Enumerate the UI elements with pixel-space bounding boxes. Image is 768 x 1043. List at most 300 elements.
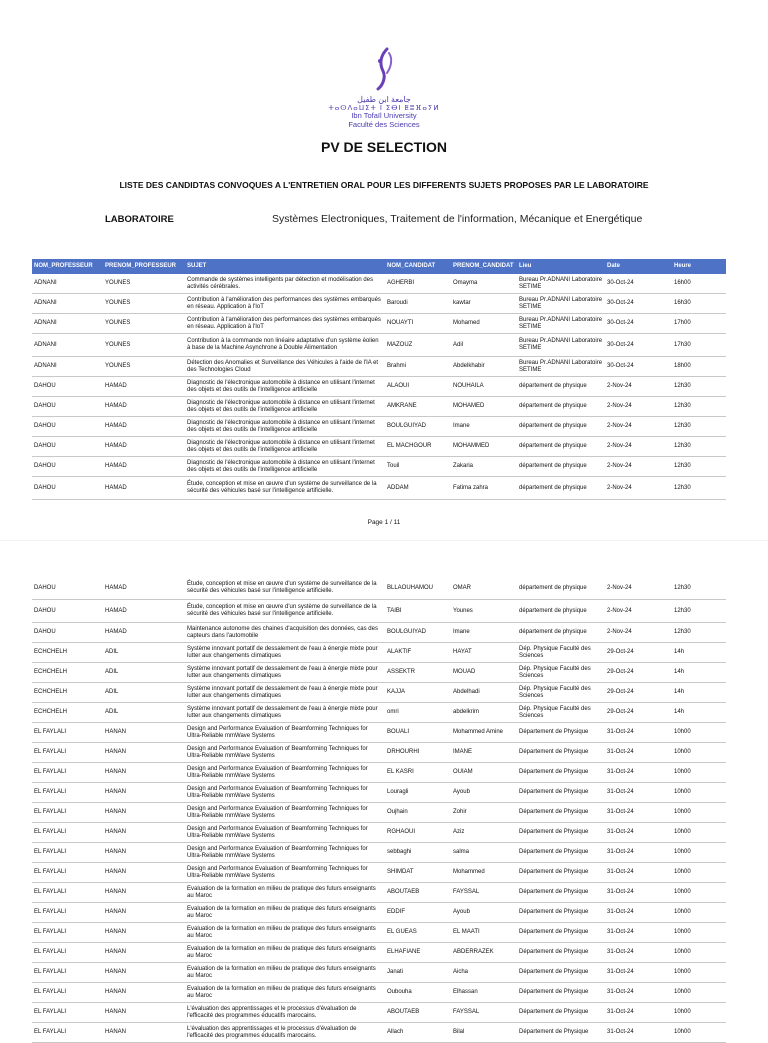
laboratory-label: LABORATOIRE bbox=[105, 214, 174, 225]
cell-date: 31-Oct-24 bbox=[605, 923, 672, 943]
cell-prenom-professeur: HANAN bbox=[103, 743, 185, 763]
cell-heure: 10h00 bbox=[672, 903, 726, 923]
cell-nom-professeur: DAHOU bbox=[32, 623, 103, 643]
cell-nom-candidat: Oubouha bbox=[385, 983, 451, 1003]
cell-nom-professeur: EL FAYLALI bbox=[32, 943, 103, 963]
table-header-row bbox=[32, 259, 726, 274]
cell-nom-candidat: ABOUTAEB bbox=[385, 1003, 451, 1023]
cell-heure: 18h00 bbox=[672, 357, 726, 377]
cell-sujet: Design and Performance Evaluation of Beamforming Techniques for Ultra-Reliable mmWave Systems bbox=[185, 763, 385, 783]
cell-prenom-professeur: HAMAD bbox=[103, 600, 185, 623]
cell-nom-candidat: ALAOUI bbox=[385, 377, 451, 397]
cell-lieu: Département de Physique bbox=[517, 723, 605, 743]
cell-prenom-candidat: EL MAATI bbox=[451, 923, 517, 943]
cell-nom-professeur: ECHCHELH bbox=[32, 663, 103, 683]
cell-nom-candidat: ELHAFIANE bbox=[385, 943, 451, 963]
cell-prenom-professeur: HANAN bbox=[103, 843, 185, 863]
cell-prenom-professeur: YOUNES bbox=[103, 274, 185, 294]
cell-lieu: Dép. Physique Faculté des Sciences bbox=[517, 683, 605, 703]
cell-heure: 14h bbox=[672, 643, 726, 663]
cell-heure: 17h30 bbox=[672, 334, 726, 357]
cell-nom-candidat: Baroudi bbox=[385, 294, 451, 314]
cell-nom-professeur: DAHOU bbox=[32, 600, 103, 623]
cell-nom-professeur: ADNANI bbox=[32, 314, 103, 334]
cell-nom-candidat: SHIMDAT bbox=[385, 863, 451, 883]
table-row bbox=[32, 1023, 726, 1043]
cell-nom-candidat: RGHAOUI bbox=[385, 823, 451, 843]
cell-prenom-professeur: YOUNES bbox=[103, 334, 185, 357]
cell-sujet: Evaluation de la formation en milieu de pratique des futurs enseignants au Maroc bbox=[185, 963, 385, 983]
cell-prenom-professeur: YOUNES bbox=[103, 357, 185, 377]
table-row bbox=[32, 903, 726, 923]
cell-sujet: Contribution à l'amélioration des performances des systèmes embarqués en réseau. Application à l'IoT bbox=[185, 294, 385, 314]
cell-lieu: Dép. Physique Faculté des Sciences bbox=[517, 643, 605, 663]
table-row bbox=[32, 377, 726, 397]
cell-date: 2-Nov-24 bbox=[605, 417, 672, 437]
cell-nom-candidat: BOULGUIYAD bbox=[385, 417, 451, 437]
cell-date: 31-Oct-24 bbox=[605, 1023, 672, 1043]
cell-heure: 14h bbox=[672, 663, 726, 683]
cell-heure: 12h30 bbox=[672, 397, 726, 417]
table-row bbox=[32, 663, 726, 683]
cell-date: 31-Oct-24 bbox=[605, 903, 672, 923]
cell-nom-professeur: ECHCHELH bbox=[32, 683, 103, 703]
page-number: Page 1 / 11 bbox=[367, 519, 401, 526]
cell-date: 31-Oct-24 bbox=[605, 863, 672, 883]
cell-prenom-professeur: ADIL bbox=[103, 643, 185, 663]
cell-heure: 10h00 bbox=[672, 763, 726, 783]
cell-sujet: Evaluation de la formation en milieu de pratique des futurs enseignants au Maroc bbox=[185, 903, 385, 923]
cell-date: 31-Oct-24 bbox=[605, 803, 672, 823]
cell-prenom-professeur: ADIL bbox=[103, 683, 185, 703]
table-row bbox=[32, 703, 726, 723]
cell-sujet: Design and Performance Evaluation of Beamforming Techniques for Ultra-Reliable mmWave Systems bbox=[185, 783, 385, 803]
cell-date: 29-Oct-24 bbox=[605, 663, 672, 683]
cell-nom-professeur: DAHOU bbox=[32, 477, 103, 500]
column-header: PRENOM_PROFESSEUR bbox=[103, 259, 185, 274]
table-row bbox=[32, 983, 726, 1003]
page-separator bbox=[0, 540, 768, 541]
cell-lieu: Département de Physique bbox=[517, 743, 605, 763]
table-row bbox=[32, 1003, 726, 1023]
cell-sujet: Maintenance autonome des chaines d'acquisition des données, cas des capteurs dans l'automobile bbox=[185, 623, 385, 643]
cell-sujet: Design and Performance Evaluation of Beamforming Techniques for Ultra-Reliable mmWave Systems bbox=[185, 863, 385, 883]
cell-lieu: Département de Physique bbox=[517, 903, 605, 923]
cell-prenom-professeur: HANAN bbox=[103, 983, 185, 1003]
cell-nom-professeur: EL FAYLALI bbox=[32, 743, 103, 763]
cell-nom-candidat: ABOUTAEB bbox=[385, 883, 451, 903]
table-row bbox=[32, 943, 726, 963]
cell-prenom-candidat: NOUHAILA bbox=[451, 377, 517, 397]
table-row bbox=[32, 577, 726, 600]
cell-prenom-candidat: Abdelkhabir bbox=[451, 357, 517, 377]
cell-sujet: Diagnostic de l'électronique automobile à distance en utilisant l'internet des objets et des outils de l'intelligence artificielle bbox=[185, 377, 385, 397]
cell-nom-candidat: BOUALI bbox=[385, 723, 451, 743]
cell-lieu: département de physique bbox=[517, 417, 605, 437]
cell-nom-candidat: MAZOUZ bbox=[385, 334, 451, 357]
cell-sujet: Système innovant portatif de dessalement de l'eau à énergie mixte pour lutter aux changements climatiques bbox=[185, 643, 385, 663]
cell-lieu: Bureau Pr.ADNANI Laboratoire SETIME bbox=[517, 334, 605, 357]
table-row bbox=[32, 683, 726, 703]
cell-nom-candidat: DRHOURHI bbox=[385, 743, 451, 763]
cell-lieu: Bureau Pr.ADNANI Laboratoire SETIME bbox=[517, 314, 605, 334]
cell-date: 31-Oct-24 bbox=[605, 983, 672, 1003]
cell-prenom-candidat: Fatima zahra bbox=[451, 477, 517, 500]
cell-sujet: Système innovant portatif de dessalement de l'eau à énergie mixte pour lutter aux changements climatiques bbox=[185, 663, 385, 683]
table-row bbox=[32, 823, 726, 843]
cell-nom-candidat: Louragli bbox=[385, 783, 451, 803]
cell-date: 29-Oct-24 bbox=[605, 683, 672, 703]
cell-nom-professeur: DAHOU bbox=[32, 377, 103, 397]
table-row bbox=[32, 743, 726, 763]
cell-nom-candidat: omri bbox=[385, 703, 451, 723]
table-row bbox=[32, 963, 726, 983]
cell-sujet: Design and Performance Evaluation of Beamforming Techniques for Ultra-Reliable mmWave Systems bbox=[185, 803, 385, 823]
cell-prenom-professeur: HANAN bbox=[103, 943, 185, 963]
cell-prenom-candidat: FAYSSAL bbox=[451, 1003, 517, 1023]
table-row bbox=[32, 843, 726, 863]
cell-date: 30-Oct-24 bbox=[605, 294, 672, 314]
table-row bbox=[32, 357, 726, 377]
cell-nom-professeur: EL FAYLALI bbox=[32, 863, 103, 883]
cell-nom-professeur: EL FAYLALI bbox=[32, 823, 103, 843]
cell-prenom-candidat: Elhassan bbox=[451, 983, 517, 1003]
table-row bbox=[32, 274, 726, 294]
cell-sujet: Design and Performance Evaluation of Beamforming Techniques for Ultra-Reliable mmWave Systems bbox=[185, 723, 385, 743]
cell-nom-professeur: ADNANI bbox=[32, 294, 103, 314]
column-header: Date bbox=[605, 259, 672, 274]
cell-prenom-candidat: OUIAM bbox=[451, 763, 517, 783]
cell-lieu: département de physique bbox=[517, 437, 605, 457]
cell-nom-candidat: EL KASRI bbox=[385, 763, 451, 783]
cell-lieu: Département de Physique bbox=[517, 983, 605, 1003]
table-row bbox=[32, 397, 726, 417]
cell-heure: 10h00 bbox=[672, 743, 726, 763]
cell-prenom-professeur: YOUNES bbox=[103, 294, 185, 314]
column-header: Heure bbox=[672, 259, 726, 274]
cell-date: 2-Nov-24 bbox=[605, 623, 672, 643]
cell-nom-professeur: DAHOU bbox=[32, 417, 103, 437]
cell-nom-candidat: TAIBI bbox=[385, 600, 451, 623]
cell-date: 31-Oct-24 bbox=[605, 1003, 672, 1023]
cell-prenom-professeur: HAMAD bbox=[103, 623, 185, 643]
cell-prenom-candidat: Imane bbox=[451, 623, 517, 643]
table-row bbox=[32, 783, 726, 803]
cell-date: 31-Oct-24 bbox=[605, 883, 672, 903]
cell-heure: 10h00 bbox=[672, 923, 726, 943]
cell-sujet: Contribution à l'amélioration des performances des systèmes embarqués en réseau. Application à l'IoT bbox=[185, 314, 385, 334]
cell-lieu: département de physique bbox=[517, 623, 605, 643]
cell-prenom-professeur: HANAN bbox=[103, 1003, 185, 1023]
table-row bbox=[32, 600, 726, 623]
cell-nom-candidat: AMKRANE bbox=[385, 397, 451, 417]
cell-nom-candidat: NOUAYTI bbox=[385, 314, 451, 334]
cell-lieu: Département de Physique bbox=[517, 1003, 605, 1023]
cell-sujet: Evaluation de la formation en milieu de pratique des futurs enseignants au Maroc bbox=[185, 883, 385, 903]
cell-nom-candidat: ALAKTIF bbox=[385, 643, 451, 663]
cell-date: 2-Nov-24 bbox=[605, 437, 672, 457]
cell-nom-candidat: Janati bbox=[385, 963, 451, 983]
cell-nom-candidat: BOULGUIYAD bbox=[385, 623, 451, 643]
cell-prenom-professeur: HANAN bbox=[103, 823, 185, 843]
cell-prenom-candidat: Abdelhadi bbox=[451, 683, 517, 703]
cell-lieu: Département de Physique bbox=[517, 823, 605, 843]
cell-prenom-professeur: ADIL bbox=[103, 703, 185, 723]
cell-lieu: Bureau Pr.ADNANI Laboratoire SETIME bbox=[517, 294, 605, 314]
cell-sujet: Étude, conception et mise en œuvre d'un système de surveillance de la sécurité des véhicules basé sur l'intelligence artificielle. bbox=[185, 477, 385, 500]
cell-prenom-candidat: Mohamed bbox=[451, 314, 517, 334]
column-header: SUJET bbox=[185, 259, 385, 274]
cell-prenom-candidat: Zohir bbox=[451, 803, 517, 823]
cell-heure: 10h00 bbox=[672, 983, 726, 1003]
table-row bbox=[32, 883, 726, 903]
cell-prenom-candidat: Adil bbox=[451, 334, 517, 357]
cell-prenom-professeur: HANAN bbox=[103, 763, 185, 783]
table-row bbox=[32, 763, 726, 783]
cell-sujet: Evaluation de la formation en milieu de pratique des futurs enseignants au Maroc bbox=[185, 983, 385, 1003]
cell-lieu: Dép. Physique Faculté des Sciences bbox=[517, 663, 605, 683]
cell-heure: 12h30 bbox=[672, 457, 726, 477]
column-header: NOM_PROFESSEUR bbox=[32, 259, 103, 274]
cell-prenom-professeur: HAMAD bbox=[103, 377, 185, 397]
cell-heure: 14h bbox=[672, 683, 726, 703]
cell-nom-professeur: EL FAYLALI bbox=[32, 783, 103, 803]
table-row bbox=[32, 643, 726, 663]
table-row bbox=[32, 723, 726, 743]
cell-lieu: Bureau Pr.ADNANI Laboratoire SETIME bbox=[517, 357, 605, 377]
page-subtitle: LISTE DES CANDIDTAS CONVOQUES A L'ENTRETIEN ORAL POUR LES DIFFERENTS SUJETS PROPOSES PAR LE LABORATOIRE bbox=[119, 180, 649, 190]
cell-sujet: Evaluation de la formation en milieu de pratique des futurs enseignants au Maroc bbox=[185, 943, 385, 963]
cell-prenom-candidat: salma bbox=[451, 843, 517, 863]
cell-sujet: L'évaluation des apprentissages et le processus d'évaluation de l'efficacité des programmes éducatifs marocains. bbox=[185, 1023, 385, 1043]
cell-heure: 10h00 bbox=[672, 723, 726, 743]
cell-prenom-candidat: MOHAMED bbox=[451, 397, 517, 417]
cell-lieu: département de physique bbox=[517, 397, 605, 417]
table-row bbox=[32, 294, 726, 314]
table-row bbox=[32, 923, 726, 943]
cell-lieu: Département de Physique bbox=[517, 843, 605, 863]
cell-prenom-candidat: Omayma bbox=[451, 274, 517, 294]
cell-prenom-candidat: abdelkrim bbox=[451, 703, 517, 723]
cell-nom-candidat: EDDIF bbox=[385, 903, 451, 923]
table-row bbox=[32, 437, 726, 457]
cell-prenom-professeur: HANAN bbox=[103, 883, 185, 903]
cell-nom-candidat: ADDAM bbox=[385, 477, 451, 500]
cell-sujet: Système innovant portatif de dessalement de l'eau à énergie mixte pour lutter aux changements climatiques bbox=[185, 703, 385, 723]
table-row bbox=[32, 457, 726, 477]
cell-lieu: département de physique bbox=[517, 577, 605, 600]
cell-nom-professeur: DAHOU bbox=[32, 437, 103, 457]
cell-sujet: Design and Performance Evaluation of Beamforming Techniques for Ultra-Reliable mmWave Systems bbox=[185, 743, 385, 763]
cell-nom-professeur: ADNANI bbox=[32, 334, 103, 357]
cell-lieu: Dép. Physique Faculté des Sciences bbox=[517, 703, 605, 723]
cell-date: 29-Oct-24 bbox=[605, 703, 672, 723]
cell-nom-professeur: EL FAYLALI bbox=[32, 1003, 103, 1023]
cell-nom-professeur: EL FAYLALI bbox=[32, 963, 103, 983]
table-row bbox=[32, 314, 726, 334]
cell-heure: 12h30 bbox=[672, 377, 726, 397]
cell-prenom-candidat: Aziz bbox=[451, 823, 517, 843]
cell-date: 29-Oct-24 bbox=[605, 643, 672, 663]
cell-nom-professeur: ECHCHELH bbox=[32, 643, 103, 663]
selection-table-page-2 bbox=[32, 577, 726, 1043]
cell-prenom-candidat: Zakaria bbox=[451, 457, 517, 477]
cell-lieu: Département de Physique bbox=[517, 883, 605, 903]
cell-nom-candidat: sebbaghi bbox=[385, 843, 451, 863]
cell-nom-professeur: EL FAYLALI bbox=[32, 1023, 103, 1043]
cell-sujet: Commande de systèmes intelligents par détection et modélisation des activités cérébrales. bbox=[185, 274, 385, 294]
cell-sujet: Design and Performance Evaluation of Beamforming Techniques for Ultra-Reliable mmWave Systems bbox=[185, 843, 385, 863]
cell-heure: 12h30 bbox=[672, 600, 726, 623]
cell-sujet: Détection des Anomalies et Surveillance des Véhicules à l'aide de l'IA et des Technologies Cloud bbox=[185, 357, 385, 377]
table-row bbox=[32, 334, 726, 357]
cell-heure: 10h00 bbox=[672, 823, 726, 843]
table-row bbox=[32, 623, 726, 643]
cell-nom-professeur: DAHOU bbox=[32, 577, 103, 600]
selection-table-page-1 bbox=[32, 259, 726, 500]
cell-prenom-professeur: HAMAD bbox=[103, 477, 185, 500]
cell-prenom-professeur: HAMAD bbox=[103, 397, 185, 417]
cell-date: 31-Oct-24 bbox=[605, 743, 672, 763]
cell-lieu: département de physique bbox=[517, 477, 605, 500]
cell-prenom-professeur: HAMAD bbox=[103, 437, 185, 457]
logo-english-text: Ibn Tofaïl University bbox=[351, 111, 417, 120]
cell-sujet: Diagnostic de l'électronique automobile à distance en utilisant l'internet des objets et des outils de l'intelligence artificielle bbox=[185, 397, 385, 417]
cell-lieu: Département de Physique bbox=[517, 963, 605, 983]
cell-heure: 10h00 bbox=[672, 1023, 726, 1043]
cell-nom-professeur: EL FAYLALI bbox=[32, 883, 103, 903]
cell-nom-professeur: EL FAYLALI bbox=[32, 843, 103, 863]
cell-nom-professeur: EL FAYLALI bbox=[32, 763, 103, 783]
cell-prenom-candidat: OMAR bbox=[451, 577, 517, 600]
cell-sujet: Evaluation de la formation en milieu de pratique des futurs enseignants au Maroc bbox=[185, 923, 385, 943]
cell-prenom-candidat: Imane bbox=[451, 417, 517, 437]
cell-heure: 10h00 bbox=[672, 943, 726, 963]
cell-date: 30-Oct-24 bbox=[605, 274, 672, 294]
cell-prenom-professeur: HANAN bbox=[103, 783, 185, 803]
cell-heure: 16h00 bbox=[672, 274, 726, 294]
cell-date: 30-Oct-24 bbox=[605, 314, 672, 334]
university-logo bbox=[0, 45, 768, 93]
logo-tifinagh-text: ⵜⴰⵙⴷⴰⵡⵉⵜ ⵏ ⵉⴱⵏ ⵟⵓⴼⴰⵢⵍ bbox=[328, 105, 440, 112]
cell-nom-professeur: EL FAYLALI bbox=[32, 723, 103, 743]
column-header: Lieu bbox=[517, 259, 605, 274]
cell-date: 31-Oct-24 bbox=[605, 943, 672, 963]
cell-nom-professeur: EL FAYLALI bbox=[32, 903, 103, 923]
cell-date: 2-Nov-24 bbox=[605, 457, 672, 477]
cell-lieu: département de physique bbox=[517, 377, 605, 397]
cell-nom-professeur: DAHOU bbox=[32, 457, 103, 477]
cell-heure: 10h00 bbox=[672, 883, 726, 903]
cell-prenom-professeur: HAMAD bbox=[103, 457, 185, 477]
cell-prenom-candidat: Mohammed bbox=[451, 863, 517, 883]
cell-lieu: Département de Physique bbox=[517, 783, 605, 803]
cell-prenom-professeur: HANAN bbox=[103, 963, 185, 983]
table-row bbox=[32, 417, 726, 437]
cell-heure: 10h00 bbox=[672, 783, 726, 803]
cell-nom-professeur: DAHOU bbox=[32, 397, 103, 417]
cell-heure: 16h30 bbox=[672, 294, 726, 314]
cell-date: 31-Oct-24 bbox=[605, 843, 672, 863]
cell-sujet: Contribution à la commande non linéaire adaptative d'un système éolien à base de la Machine Asynchrone à Double Alimentation bbox=[185, 334, 385, 357]
cell-prenom-professeur: HAMAD bbox=[103, 577, 185, 600]
cell-lieu: Département de Physique bbox=[517, 1023, 605, 1043]
logo-arabic-text: جامعة ابن طفيل bbox=[357, 95, 411, 104]
cell-heure: 12h30 bbox=[672, 477, 726, 500]
cell-date: 31-Oct-24 bbox=[605, 763, 672, 783]
cell-lieu: Département de Physique bbox=[517, 943, 605, 963]
cell-date: 30-Oct-24 bbox=[605, 334, 672, 357]
cell-prenom-candidat: IMANE bbox=[451, 743, 517, 763]
cell-prenom-candidat: Bilal bbox=[451, 1023, 517, 1043]
cell-prenom-professeur: HANAN bbox=[103, 1023, 185, 1043]
cell-nom-candidat: KAJJA bbox=[385, 683, 451, 703]
cell-date: 31-Oct-24 bbox=[605, 823, 672, 843]
cell-nom-candidat: EL MACHGOUR bbox=[385, 437, 451, 457]
cell-lieu: département de physique bbox=[517, 457, 605, 477]
cell-heure: 12h30 bbox=[672, 437, 726, 457]
cell-nom-professeur: EL FAYLALI bbox=[32, 983, 103, 1003]
laboratory-value: Systèmes Electroniques, Traitement de l'information, Mécanique et Energétique bbox=[272, 213, 643, 225]
cell-nom-candidat: EL GUEAS bbox=[385, 923, 451, 943]
cell-prenom-professeur: HANAN bbox=[103, 903, 185, 923]
cell-prenom-professeur: ADIL bbox=[103, 663, 185, 683]
cell-sujet: Diagnostic de l'électronique automobile à distance en utilisant l'internet des objets et des outils de l'intelligence artificielle bbox=[185, 437, 385, 457]
cell-lieu: Département de Physique bbox=[517, 863, 605, 883]
cell-prenom-candidat: kawtar bbox=[451, 294, 517, 314]
cell-sujet: Système innovant portatif de dessalement de l'eau à énergie mixte pour lutter aux changements climatiques bbox=[185, 683, 385, 703]
cell-prenom-professeur: HANAN bbox=[103, 863, 185, 883]
cell-sujet: Design and Performance Evaluation of Beamforming Techniques for Ultra-Reliable mmWave Systems bbox=[185, 823, 385, 843]
cell-heure: 12h30 bbox=[672, 623, 726, 643]
cell-prenom-candidat: MOHAMMED bbox=[451, 437, 517, 457]
cell-heure: 12h30 bbox=[672, 577, 726, 600]
cell-heure: 10h00 bbox=[672, 843, 726, 863]
cell-date: 2-Nov-24 bbox=[605, 377, 672, 397]
cell-heure: 14h bbox=[672, 703, 726, 723]
cell-lieu: département de physique bbox=[517, 600, 605, 623]
logo-emblem-icon bbox=[369, 45, 399, 93]
cell-heure: 10h00 bbox=[672, 803, 726, 823]
cell-nom-candidat: BLLAOUHAMOU bbox=[385, 577, 451, 600]
cell-nom-candidat: ASSEKTR bbox=[385, 663, 451, 683]
cell-prenom-professeur: HANAN bbox=[103, 723, 185, 743]
column-header: PRENOM_CANDIDAT bbox=[451, 259, 517, 274]
cell-lieu: Département de Physique bbox=[517, 923, 605, 943]
cell-lieu: Bureau Pr.ADNANI Laboratoire SETIME bbox=[517, 274, 605, 294]
cell-heure: 10h00 bbox=[672, 1003, 726, 1023]
cell-nom-candidat: Allach bbox=[385, 1023, 451, 1043]
cell-lieu: Département de Physique bbox=[517, 763, 605, 783]
cell-date: 31-Oct-24 bbox=[605, 723, 672, 743]
cell-prenom-candidat: HAYAT bbox=[451, 643, 517, 663]
cell-date: 31-Oct-24 bbox=[605, 783, 672, 803]
column-header: NOM_CANDIDAT bbox=[385, 259, 451, 274]
table-body-page-2 bbox=[32, 577, 726, 1043]
cell-prenom-candidat: Younes bbox=[451, 600, 517, 623]
cell-sujet: Étude, conception et mise en œuvre d'un système de surveillance de la sécurité des véhicules basé sur l'intelligence artificielle. bbox=[185, 600, 385, 623]
cell-prenom-candidat: Ayoub bbox=[451, 903, 517, 923]
cell-nom-professeur: EL FAYLALI bbox=[32, 803, 103, 823]
cell-prenom-candidat: Ayoub bbox=[451, 783, 517, 803]
cell-nom-professeur: ECHCHELH bbox=[32, 703, 103, 723]
logo-french-text: Faculté des Sciences bbox=[348, 120, 420, 129]
cell-prenom-candidat: Aicha bbox=[451, 963, 517, 983]
cell-date: 2-Nov-24 bbox=[605, 397, 672, 417]
table-row bbox=[32, 863, 726, 883]
table-body-page-1 bbox=[32, 274, 726, 500]
cell-date: 2-Nov-24 bbox=[605, 577, 672, 600]
